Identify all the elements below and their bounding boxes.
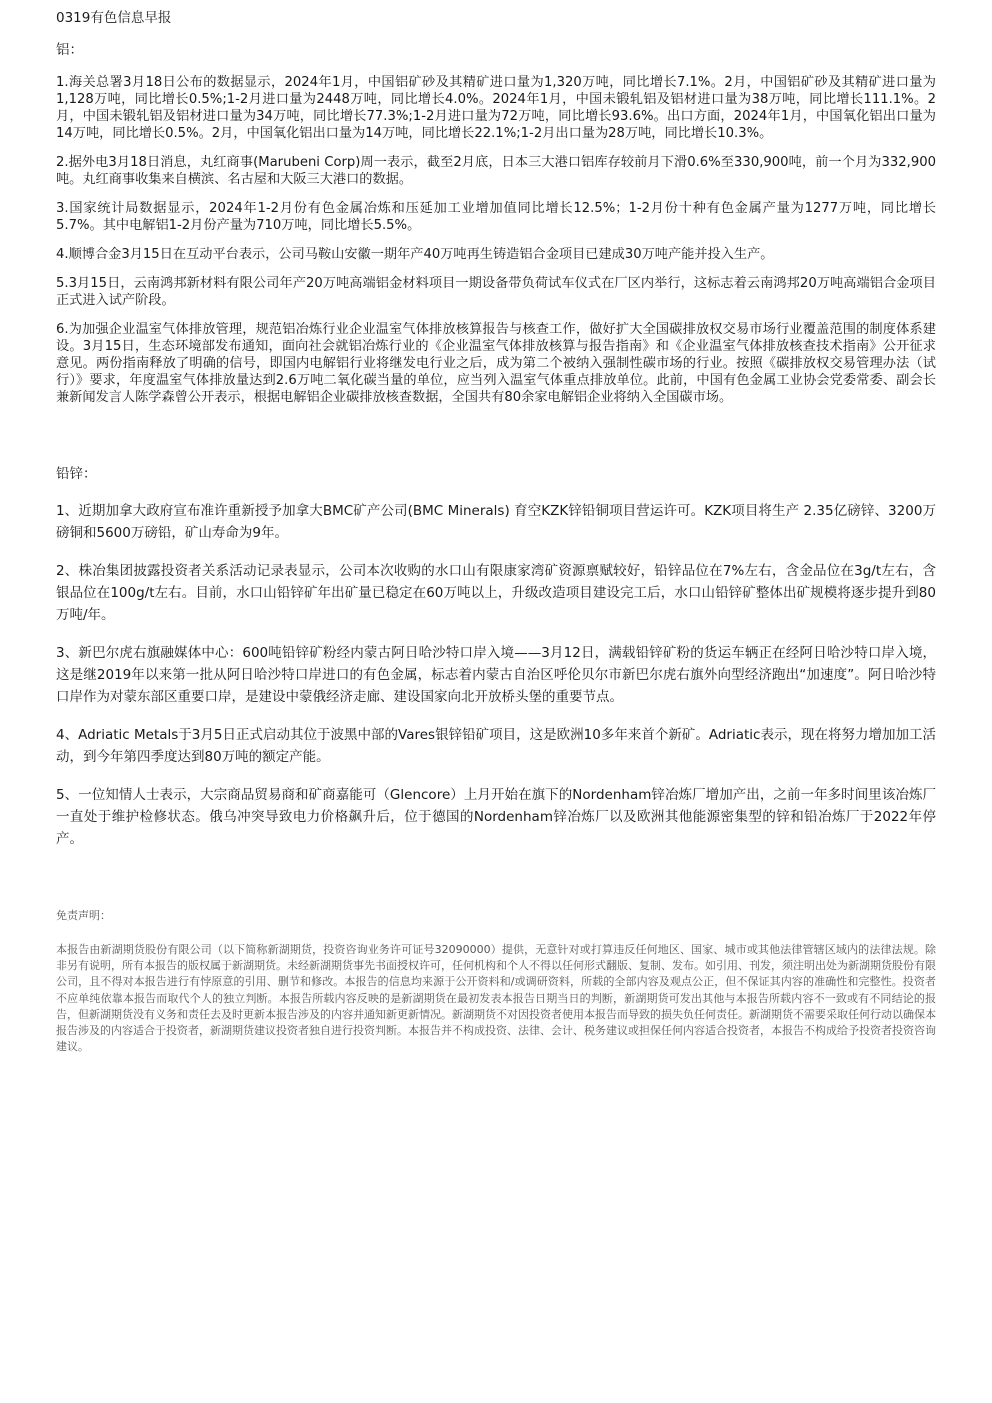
- aluminum-item-3: 3.国家统计局数据显示，2024年1-2月份有色金属冶炼和压延加工业增加值同比增长12.5%；1-2月份十种有色金属产量为1277万吨，同比增长5.7%。其中电解铝1-2月份产量为710万吨，同比增长5.5%。: [56, 201, 936, 233]
- lead-zinc-news-list: [56, 500, 936, 850]
- lead-zinc-item-4: 4、Adriatic Metals于3月5日正式启动其位于波黑中部的Vares银锌铅矿项目，这是欧洲10多年来首个新矿。Adriatic表示，现在将努力增加加工活动，到今年第四季度达到80万吨的额定产能。: [56, 727, 936, 765]
- lead-zinc-item-1: 1、近期加拿大政府宣布准许重新授予加拿大BMC矿产公司(BMC Minerals) 育空KZK锌铅铜项目营运许可。KZK项目将生产 2.35亿磅锌、3200万磅铜和5600万磅铅，矿山寿命为9年。: [56, 503, 936, 541]
- aluminum-news-list: [56, 74, 936, 406]
- section-heading-lead-zinc: 铅锌：: [56, 466, 97, 482]
- disclaimer-body: 本报告由新湖期货股份有限公司（以下简称新湖期货，投资咨询业务许可证号32090000）提供，无意针对或打算违反任何地区、国家、城市或其他法律管辖区域内的法律法规。除非另有说明，所有本报告的版权属于新湖期货。未经新湖期货事先书面授权许可，任何机构和个人不得以任何形式翻版、复制、发布。如引用、刊发，须注明出处为新湖期货股份有限公司，且不得对本报告进行有悖原意的引用、删节和修改。本报告的信息均来源于公开资料和/或调研资料，所载的全部内容及观点公正，但不保证其内容的准确性和完整性。投资者不应单纯依靠本报告而取代个人的独立判断。本报告所载内容反映的是新湖期货在最初发表本报告日期当日的判断，新湖期货可发出其他与本报告所载内容不一致或有不同结论的报告，但新湖期货没有义务和责任去及时更新本报告涉及的内容并通知新更新情况。新湖期货不对因投资者使用本报告而导致的损失负任何责任。新湖期货不需要采取任何行动以确保本报告涉及的内容适合于投资者，新湖期货建议投资者独自进行投资判断。本报告并不构成投资、法律、会计、税务建议或担保任何内容适合投资者，本报告不构成给予投资者投资咨询建议。: [56, 943, 936, 1054]
- lead-zinc-item-5: 5、一位知情人士表示，大宗商品贸易商和矿商嘉能可（Glencore）上月开始在旗下的Nordenham锌冶炼厂增加产出，之前一年多时间里该冶炼厂一直处于维护检修状态。俄乌冲突导致电力价格飙升后，位于德国的Nordenham锌冶炼厂以及欧洲其他能源密集型的锌和铅冶炼厂于2022年停产。: [56, 787, 936, 847]
- aluminum-item-5: 5.3月15日，云南鸿邦新材料有限公司年产20万吨高端铝金材料项目一期设备带负荷试车仪式在厂区内举行，这标志着云南鸿邦20万吨高端铝合金项目正式进入试产阶段。: [56, 276, 936, 308]
- document-title: 0319有色信息早报: [56, 10, 172, 26]
- section-heading-aluminum: 铝：: [56, 42, 83, 58]
- aluminum-item-6: 6.为加强企业温室气体排放管理，规范铝冶炼行业企业温室气体排放核算报告与核查工作，做好扩大全国碳排放权交易市场行业覆盖范围的制度体系建设。3月15日，生态环境部发布通知，面向社会就铝冶炼行业的《企业温室气体排放核算与报告指南》和《企业温室气体排放核查技术指南》公开征求意见。两份指南释放了明确的信号，即国内电解铝行业将继发电行业之后，成为第二个被纳入强制性碳市场的行业。按照《碳排放权交易管理办法（试行）》要求，年度温室气体排放量达到2.6万吨二氧化碳当量的单位，应当列入温室气体重点排放单位。此前，中国有色金属工业协会党委常委、副会长兼新闻发言人陈学森曾公开表示，根据电解铝企业碳排放核查数据，全国共有80余家电解铝企业将纳入全国碳市场。: [56, 322, 936, 405]
- aluminum-item-2: 2.据外电3月18日消息，丸红商事(Marubeni Corp)周一表示，截至2月底，日本三大港口铝库存较前月下滑0.6%至330,900吨，前一个月为332,900吨。丸红商事收集来自横滨、名古屋和大阪三大港口的数据。: [56, 155, 936, 187]
- disclaimer-heading: 免责声明：: [56, 909, 111, 922]
- lead-zinc-item-2: 2、株冶集团披露投资者关系活动记录表显示，公司本次收购的水口山有限康家湾矿资源禀赋较好，铅锌品位在7%左右，含金品位在3g/t左右，含银品位在100g/t左右。目前，水口山铅锌矿年出矿量已稳定在60万吨以上，升级改造项目建设完工后，水口山铅锌矿整体出矿规模将逐步提升到80万吨/年。: [56, 563, 936, 623]
- aluminum-item-4: 4.顺博合金3月15日在互动平台表示，公司马鞍山安徽一期年产40万吨再生铸造铝合金项目已建成30万吨产能并投入生产。: [56, 247, 774, 262]
- lead-zinc-item-3: 3、新巴尔虎右旗融媒体中心：600吨铅锌矿粉经内蒙古阿日哈沙特口岸入境——3月12日，满载铅锌矿粉的货运车辆正在经阿日哈沙特口岸入境，这是继2019年以来第一批从阿日哈沙特口岸进口的有色金属，标志着内蒙古自治区呼伦贝尔市新巴尔虎右旗外向型经济跑出“加速度”。阿日哈沙特口岸作为对蒙东部区重要口岸，是建设中蒙俄经济走廊、建设国家向北开放桥头堡的重要节点。: [56, 645, 936, 705]
- aluminum-item-1: 1.海关总署3月18日公布的数据显示，2024年1月，中国铝矿砂及其精矿进口量为1,320万吨，同比增长7.1%。2月，中国铝矿砂及其精矿进口量为1,128万吨，同比增长0.5%;1-2月进口量为2448万吨，同比增长4.0%。2024年1月，中国未锻轧铝及铝材进口量为38万吨，同比增长111.1%。2月，中国未锻轧铝及铝材进口量为34万吨，同比增长77.3%;1-2月进口量为72万吨，同比增长93.6%。出口方面，2024年1月，中国氧化铝出口量为14万吨，同比增长0.5%。2月，中国氧化铝出口量为14万吨，同比增长22.1%;1-2月出口量为28万吨，同比增长10.3%。: [56, 75, 936, 141]
- report-page: [56, 8, 936, 1055]
